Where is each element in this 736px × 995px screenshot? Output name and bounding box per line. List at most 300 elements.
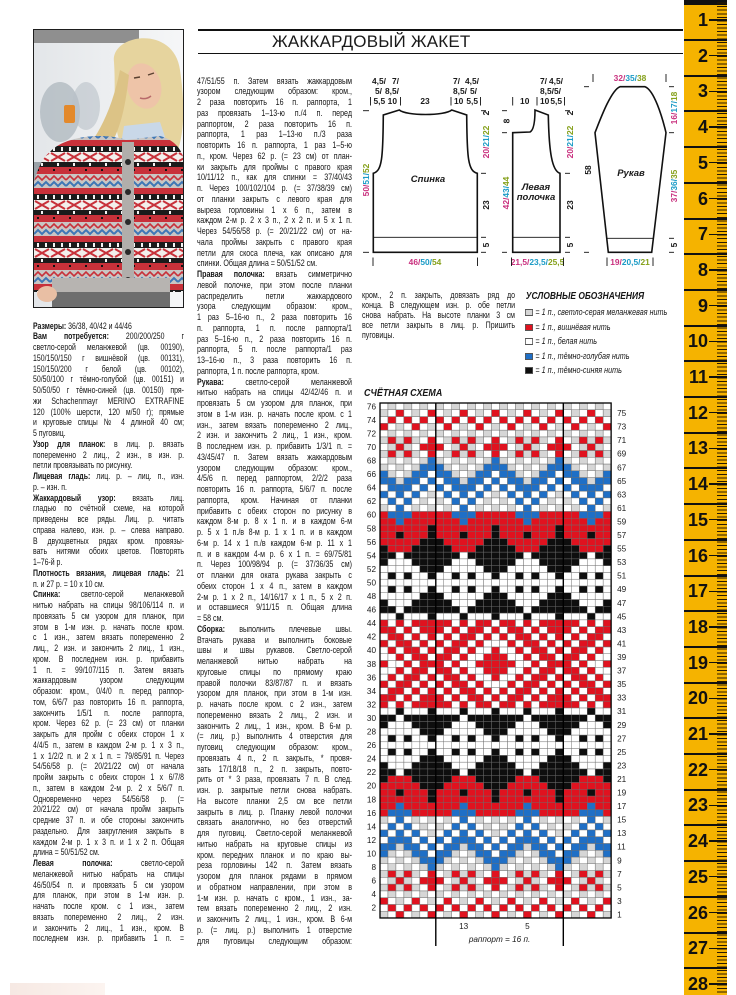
chart-cell: [531, 498, 539, 505]
chart-cell: [587, 545, 595, 552]
chart-cell: [444, 796, 452, 803]
chart-cell: [539, 552, 547, 559]
chart-cell: [444, 613, 452, 620]
chart-cell: [587, 789, 595, 796]
chart-cell: [603, 782, 611, 789]
chart-cell: [531, 450, 539, 457]
back-armhole-width-right-size2: 8,5/: [453, 86, 467, 96]
text-line: [33, 665, 184, 676]
chart-cell: [380, 539, 388, 546]
chart-cell: [579, 498, 587, 505]
chart-cell: [492, 640, 500, 647]
sleeve-top-width: 32/35/38: [613, 73, 647, 83]
chart-cell: [444, 552, 452, 559]
chart-cell: [539, 484, 547, 491]
chart-cell: [508, 660, 516, 667]
chart-cell: [436, 471, 444, 478]
paragraph-text: р. начать после кром. с 2 изн., затем: [197, 699, 352, 710]
chart-cell: [595, 762, 603, 769]
chart-cell: [603, 660, 611, 667]
chart-cell: [555, 403, 563, 410]
chart-cell: [452, 776, 460, 783]
chart-cell: [388, 884, 396, 891]
chart-cell: [563, 871, 571, 878]
chart-cell: [468, 742, 476, 749]
chart-cell: [476, 803, 484, 810]
chart-cell: [476, 620, 484, 627]
paragraph-text: гладью по счётной схеме, на которой: [33, 503, 184, 514]
chart-cell: [492, 423, 500, 430]
chart-cell: [603, 505, 611, 512]
chart-cell: [579, 471, 587, 478]
chart-cell: [508, 417, 516, 424]
paragraph-text: узором следующим образом: кром.,: [197, 86, 352, 97]
chart-cell: [515, 410, 523, 417]
chart-cell: [500, 430, 508, 437]
chart-cell: [492, 464, 500, 471]
chart-cell: [420, 450, 428, 457]
chart-cell: [563, 532, 571, 539]
chart-cell: [396, 762, 404, 769]
chart-cell: [603, 572, 611, 579]
chart-cell: [436, 843, 444, 850]
text-line: [197, 441, 352, 452]
chart-cell: [468, 681, 476, 688]
row-label: 58: [366, 524, 376, 534]
chart-cell: [380, 728, 388, 735]
chart-cell: [412, 857, 420, 864]
chart-cell: [515, 464, 523, 471]
chart-cell: [380, 660, 388, 667]
row-label: 46: [366, 605, 376, 615]
chart-cell: [508, 816, 516, 823]
chart-cell: [531, 715, 539, 722]
chart-cell: [468, 816, 476, 823]
text-line: [197, 248, 352, 259]
chart-cell: [388, 776, 396, 783]
chart-cell: [508, 735, 516, 742]
back-width: 46/50/54: [408, 257, 442, 267]
chart-cell: [571, 803, 579, 810]
tape-measure-number: 4: [697, 117, 708, 138]
chart-cell: [460, 769, 468, 776]
paragraph-text: изн. р. закрытые петли снова набрать.: [197, 785, 352, 796]
chart-cell: [508, 586, 516, 593]
back-armhole-width-size2: 8,5/: [385, 86, 399, 96]
chart-cell: [595, 539, 603, 546]
text-line: [197, 344, 352, 355]
chart-cell: [484, 837, 492, 844]
chart-cell: [603, 613, 611, 620]
chart-cell: [404, 572, 412, 579]
chart-cell: [420, 613, 428, 620]
front-schematic: [501, 76, 575, 267]
chart-cell: [603, 850, 611, 857]
chart-cell: [444, 810, 452, 817]
chart-cell: [539, 837, 547, 844]
chart-cell: [404, 694, 412, 701]
chart-cell: [539, 633, 547, 640]
chart-cell: [460, 532, 468, 539]
chart-cell: [452, 816, 460, 823]
chart-cell: [444, 457, 452, 464]
row-label: 14: [366, 822, 376, 832]
chart-cell: [523, 810, 531, 817]
chart-cell: [547, 640, 555, 647]
chart-cell: [555, 491, 563, 498]
chart-cell: [587, 471, 595, 478]
chart-cell: [396, 410, 404, 417]
chart-cell: [539, 857, 547, 864]
chart-cell: [531, 417, 539, 424]
chart-cell: [571, 566, 579, 573]
chart-cell: [444, 572, 452, 579]
chart-cell: [476, 566, 484, 573]
chart-cell: [484, 478, 492, 485]
text-line: [33, 353, 184, 364]
paragraph-text: светло-серой меланжевой (цв. 00190),: [33, 342, 184, 352]
chart-cell: [452, 830, 460, 837]
chart-cell: [539, 403, 547, 410]
paragraph-text: пуговицы.: [362, 330, 395, 340]
chart-cell: [476, 525, 484, 532]
chart-cell: [436, 613, 444, 620]
chart-cell: [603, 667, 611, 674]
chart-cell: [412, 579, 420, 586]
chart-cell: [563, 688, 571, 695]
chart-cell: [436, 810, 444, 817]
chart-cell: [571, 532, 579, 539]
chart-cell: [547, 505, 555, 512]
chart-cell: [420, 654, 428, 661]
chart-cell: [412, 789, 420, 796]
text-line: [197, 936, 352, 947]
tape-measure-number: 26: [687, 902, 708, 923]
tape-measure-divider: [684, 932, 727, 934]
chart-cell: [460, 789, 468, 796]
chart-cell: [444, 511, 452, 518]
paragraph-text: нитью набрать на спицы 42/42/46 п. и: [197, 387, 352, 398]
chart-cell: [508, 640, 516, 647]
chart-cell: [412, 613, 420, 620]
chart-cell: [531, 735, 539, 742]
chart-cell: [571, 478, 579, 485]
chart-cell: [420, 749, 428, 756]
chart-cell: [404, 640, 412, 647]
chart-cell: [388, 566, 396, 573]
chart-cell: [595, 525, 603, 532]
back-shoulder-size3: 5,5: [373, 96, 386, 106]
text-line: [33, 417, 184, 428]
chart-cell: [380, 410, 388, 417]
row-label: 65: [617, 476, 627, 486]
chart-cell: [452, 633, 460, 640]
paragraph-text: ки закрыть для проймы с правого края: [197, 161, 352, 172]
chart-cell: [500, 796, 508, 803]
chart-cell: [547, 742, 555, 749]
tape-measure-cm-tick: [709, 412, 727, 413]
chart-cell: [396, 600, 404, 607]
chart-cell: [452, 647, 460, 654]
chart-cell: [428, 789, 436, 796]
chart-cell: [547, 776, 555, 783]
text-line: [33, 729, 184, 740]
chart-cell: [460, 830, 468, 837]
chart-cell: [563, 640, 571, 647]
chart-cell: [452, 566, 460, 573]
chart-cell: [468, 478, 476, 485]
chart-cell: [595, 600, 603, 607]
text-line: [33, 804, 184, 815]
chart-cell: [476, 769, 484, 776]
chart-cell: [579, 478, 587, 485]
text-line: [33, 439, 184, 450]
chart-cell: [563, 627, 571, 634]
chart-cell: [579, 647, 587, 654]
paragraph-text: этом в 1-м изн. р. начать после кром.: [33, 621, 184, 632]
chart-cell: [476, 796, 484, 803]
chart-cell: [555, 735, 563, 742]
chart-cell: [500, 735, 508, 742]
chart-cell: [571, 850, 579, 857]
column-label: 5: [525, 922, 530, 931]
chart-cell: [388, 694, 396, 701]
chart-cell: [484, 857, 492, 864]
chart-cell: [412, 559, 420, 566]
tape-measure-divider: [684, 824, 727, 826]
chart-cell: [579, 437, 587, 444]
chart-cell: [484, 823, 492, 830]
chart-cell: [508, 667, 516, 674]
chart-cell: [436, 803, 444, 810]
chart-cell: [412, 525, 420, 532]
chart-cell: [468, 843, 476, 850]
chart-cell: [460, 417, 468, 424]
chart-cell: [388, 782, 396, 789]
chart-cell: [404, 762, 412, 769]
chart-cell: [595, 505, 603, 512]
chart-cell: [515, 898, 523, 905]
chart-cell: [428, 545, 436, 552]
chart-cell: [515, 776, 523, 783]
chart-cell: [460, 647, 468, 654]
chart-cell: [428, 891, 436, 898]
chart-cell: [412, 708, 420, 715]
text-line: [197, 828, 352, 839]
chart-cell: [420, 796, 428, 803]
chart-cell: [404, 471, 412, 478]
chart-cell: [396, 633, 404, 640]
tape-measure-number: 21: [687, 724, 708, 744]
chart-cell: [531, 660, 539, 667]
chart-cell: [484, 749, 492, 756]
chart-cell: [436, 884, 444, 891]
chart-cell: [515, 613, 523, 620]
chart-cell: [508, 769, 516, 776]
chart-cell: [539, 606, 547, 613]
paragraph-text: справа налево, изн. р. – слева направо.: [33, 524, 184, 535]
chart-cell: [515, 403, 523, 410]
front-neck-width: 10: [520, 96, 530, 106]
chart-cell: [508, 843, 516, 850]
chart-cell: [571, 423, 579, 430]
chart-cell: [571, 667, 579, 674]
chart-cell: [603, 457, 611, 464]
chart-cell: [547, 464, 555, 471]
chart-cell: [484, 444, 492, 451]
row-label: 12: [366, 835, 376, 845]
paragraph-text: левой полочке, при этом после планки: [197, 279, 352, 290]
chart-cell: [587, 843, 595, 850]
chart-cell: [563, 423, 571, 430]
chart-cell: [555, 450, 563, 457]
chart-cell: [420, 511, 428, 518]
chart-cell: [428, 444, 436, 451]
chart-cell: [587, 654, 595, 661]
model-photo-illustration: [34, 30, 184, 308]
chart-cell: [444, 789, 452, 796]
text-line: [33, 826, 184, 837]
chart-cell: [571, 749, 579, 756]
chart-cell: [579, 491, 587, 498]
chart-cell: [515, 532, 523, 539]
chart-cell: [500, 498, 508, 505]
chart-cell: [468, 525, 476, 532]
chart-cell: [476, 403, 484, 410]
chart-cell: [396, 511, 404, 518]
chart-cell: [508, 464, 516, 471]
chart-cell: [444, 518, 452, 525]
chart-cell: [603, 891, 611, 898]
chart-cell: [500, 850, 508, 857]
chart-cell: [500, 471, 508, 478]
chart-cell: [436, 606, 444, 613]
chart-cell: [555, 552, 563, 559]
tape-measure-number: 23: [687, 795, 708, 816]
chart-cell: [476, 830, 484, 837]
chart-cell: [603, 593, 611, 600]
chart-cell: [539, 701, 547, 708]
chart-cell: [452, 660, 460, 667]
chart-cell: [404, 478, 412, 485]
chart-cell: [436, 430, 444, 437]
chart-cell: [531, 830, 539, 837]
chart-cell: [396, 491, 404, 498]
chart-cell: [508, 789, 516, 796]
chart-cell: [436, 552, 444, 559]
chart-cell: [587, 823, 595, 830]
paragraph-text: вязать симметрично: [275, 269, 352, 280]
chart-cell: [515, 471, 523, 478]
chart-cell: [595, 545, 603, 552]
chart-cell: [531, 620, 539, 627]
chart-cell: [404, 735, 412, 742]
chart-cell: [404, 545, 412, 552]
paragraph-text: петли для скоса плеча, как описано для: [197, 247, 352, 258]
chart-cell: [388, 518, 396, 525]
chart-cell: [428, 904, 436, 911]
chart-cell: [563, 518, 571, 525]
chart-cell: [396, 871, 404, 878]
chart-cell: [428, 877, 436, 884]
chart-cell: [500, 674, 508, 681]
chart-cell: [587, 681, 595, 688]
text-line: [33, 385, 184, 396]
chart-cell: [515, 674, 523, 681]
chart-cell: [563, 457, 571, 464]
chart-cell: [468, 640, 476, 647]
chart-cell: [420, 633, 428, 640]
chart-cell: [595, 430, 603, 437]
chart-cell: [452, 450, 460, 457]
chart-cell: [484, 715, 492, 722]
front-armhole-height: 20/21/22: [565, 125, 575, 159]
chart-cell: [404, 728, 412, 735]
chart-cell: [547, 864, 555, 871]
chart-cell: [547, 437, 555, 444]
chart-cell: [388, 803, 396, 810]
chart-cell: [500, 688, 508, 695]
chart-cell: [571, 708, 579, 715]
chart-cell: [436, 891, 444, 898]
chart-cell: [523, 830, 531, 837]
chart-cell: [388, 437, 396, 444]
text-line: [197, 194, 352, 205]
chart-cell: [428, 660, 436, 667]
chart-cell: [523, 647, 531, 654]
paragraph-text: нитью набрать на круговые спицы из: [197, 838, 352, 849]
chart-cell: [396, 864, 404, 871]
photo-ceiling: [34, 30, 139, 43]
chart-cell: [603, 776, 611, 783]
paragraph-heading: Спинка:: [33, 589, 61, 600]
row-label: 74: [366, 415, 376, 425]
chart-cell: [484, 776, 492, 783]
chart-cell: [452, 572, 460, 579]
chart-cell: [508, 613, 516, 620]
tape-measure-divider: [684, 717, 727, 719]
chart-cell: [579, 721, 587, 728]
chart-cell: [428, 850, 436, 857]
chart-cell: [388, 620, 396, 627]
chart-cell: [523, 762, 531, 769]
chart-cell: [571, 728, 579, 735]
chart-cell: [531, 410, 539, 417]
chart-cell: [547, 694, 555, 701]
paragraph-text: узором следующим образом: кром.,: [197, 462, 352, 473]
chart-cell: [428, 572, 436, 579]
chart-cell: [500, 417, 508, 424]
chart-cell: [579, 606, 587, 613]
right-text-column: [362, 290, 515, 340]
chart-cell: [531, 823, 539, 830]
text-line: [33, 761, 184, 772]
chart-cell: [468, 810, 476, 817]
chart-cell: [380, 715, 388, 722]
chart-cell: [539, 450, 547, 457]
chart-cell: [460, 755, 468, 762]
chart-cell: [460, 898, 468, 905]
chart-cell: [436, 633, 444, 640]
chart-cell: [444, 871, 452, 878]
chart-cell: [523, 660, 531, 667]
paragraph-text: и закончить 2 лиц., 1 изн., кром. В 6-м: [197, 914, 352, 925]
chart-cell: [523, 484, 531, 491]
chart-cell: [428, 782, 436, 789]
chart-cell: [380, 667, 388, 674]
chart-cell: [436, 681, 444, 688]
chart-cell: [571, 782, 579, 789]
